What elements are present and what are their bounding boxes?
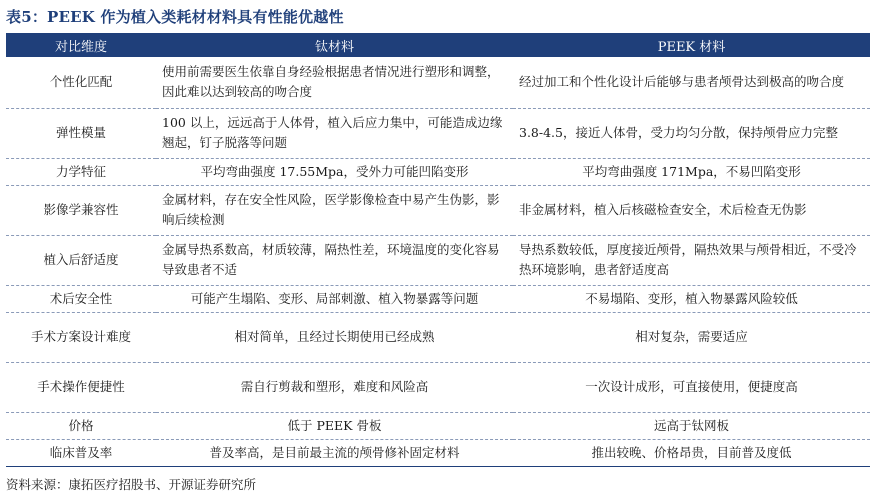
row-dimension: 弹性模量: [6, 108, 156, 158]
table-row: [6, 362, 870, 412]
table-row: [6, 412, 870, 439]
header-peek: PEEK 材料: [513, 33, 870, 57]
table-row: [6, 439, 870, 466]
row-titanium: 金属导热系数高，材质较薄，隔热性差，环境温度的变化容易导致患者不适: [156, 235, 513, 285]
table-row: [6, 235, 870, 285]
row-dimension: 手术操作便捷性: [6, 362, 156, 412]
row-titanium: 100 以上，远远高于人体骨，植入后应力集中，可能造成边缘翘起，钉子脱落等问题: [156, 108, 513, 158]
row-peek: 3.8-4.5，接近人体骨，受力均匀分散，保持颅骨应力完整: [513, 108, 870, 158]
row-dimension: 影像学兼容性: [6, 185, 156, 235]
row-peek: 非金属材料，植入后核磁检查安全，术后检查无伪影: [513, 185, 870, 235]
row-dimension: 植入后舒适度: [6, 235, 156, 285]
row-dimension: 个性化匹配: [6, 57, 156, 108]
row-peek: 平均弯曲强度 171Mpa，不易凹陷变形: [513, 158, 870, 185]
row-peek: 导热系数较低，厚度接近颅骨，隔热效果与颅骨相近，不受冷热环境影响，患者舒适度高: [513, 235, 870, 285]
comparison-table: [6, 33, 870, 467]
source-note: 资料来源：康拓医疗招股书、开源证券研究所: [6, 477, 257, 492]
row-titanium: 可能产生塌陷、变形、局部刺激、植入物暴露等问题: [156, 285, 513, 312]
row-peek: 相对复杂，需要适应: [513, 312, 870, 362]
row-dimension: 临床普及率: [6, 439, 156, 466]
table-header-row: [6, 33, 870, 57]
row-dimension: 力学特征: [6, 158, 156, 185]
row-titanium: 需自行剪裁和塑形，难度和风险高: [156, 362, 513, 412]
table-title: 表5：PEEK 作为植入类耗材材料具有性能优越性: [6, 8, 344, 26]
row-titanium: 金属材料，存在安全性风险，医学影像检查中易产生伪影，影响后续检测: [156, 185, 513, 235]
row-titanium: 相对简单，且经过长期使用已经成熟: [156, 312, 513, 362]
row-titanium: 平均弯曲强度 17.55Mpa，受外力可能凹陷变形: [156, 158, 513, 185]
row-titanium: 普及率高，是目前最主流的颅骨修补固定材料: [156, 439, 513, 466]
table-row: [6, 57, 870, 108]
row-peek: 经过加工和个性化设计后能够与患者颅骨达到极高的吻合度: [513, 57, 870, 108]
row-dimension: 术后安全性: [6, 285, 156, 312]
table-row: [6, 285, 870, 312]
table-row: [6, 108, 870, 158]
row-dimension: 价格: [6, 412, 156, 439]
row-dimension: 手术方案设计难度: [6, 312, 156, 362]
table-row: [6, 158, 870, 185]
table-row: [6, 185, 870, 235]
row-titanium: 使用前需要医生依靠自身经验根据患者情况进行塑形和调整，因此难以达到较高的吻合度: [156, 57, 513, 108]
header-dimension: 对比维度: [6, 33, 156, 57]
row-peek: 不易塌陷、变形，植入物暴露风险较低: [513, 285, 870, 312]
row-peek: 远高于钛网板: [513, 412, 870, 439]
table-row: [6, 312, 870, 362]
header-titanium: 钛材料: [156, 33, 513, 57]
row-peek: 推出较晚、价格昂贵，目前普及度低: [513, 439, 870, 466]
row-titanium: 低于 PEEK 骨板: [156, 412, 513, 439]
row-peek: 一次设计成形，可直接使用，便捷度高: [513, 362, 870, 412]
